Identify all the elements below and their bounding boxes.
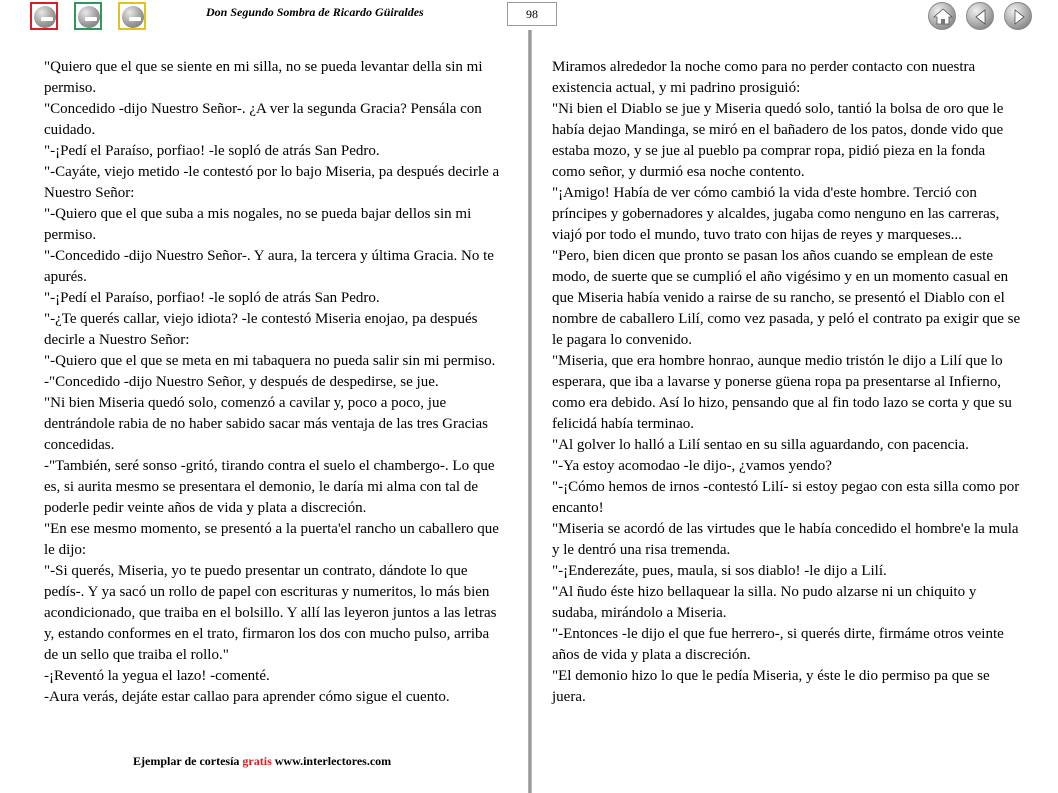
paragraph: "Al ñudo éste hizo bellaquear la silla. No pudo alzarse ni un chiquito y sudaba, mirándolo a Miseria. [552,584,977,621]
page-number: 98 [507,2,557,26]
window-button-2[interactable] [74,2,102,30]
paragraph: -"También, seré sonso -gritó, tirando contra el suelo el chambergo-. Lo que es, si aurita mesmo se presentara el demonio, le daría mi alma con tal de poderle pedir veinte años de vida y plata a discreción. [44,458,495,516]
minus-icon [34,6,56,28]
paragraph: "-¡Enderezáte, pues, maula, si sos diablo! -le dijo a Lilí. [552,563,887,579]
page-divider [528,30,532,793]
paragraph: "Miseria, que era hombre honrao, aunque medio tristón le dijo a Lilí que lo esperara, que iba a lavarse y ponerse güena ropa pa presentarse al Infierno, como era debido. Así lo hizo, pensando que al fin todo lazo se corta y que su felicidá había terminao. [552,353,1012,432]
minus-icon [122,6,144,28]
arrow-left-icon [967,3,995,31]
next-page-button[interactable] [1004,2,1032,30]
paragraph: "Pero, bien dicen que pronto se pasan los años cuando se emplean de este modo, de suerte que se cumplió el año vigésimo y en un momento casual en que Miseria había venido a rairse de su rancho, se presentó el Diablo con el nombre de caballero Lilí, como vez pasada, y peló el contrato pa exigir que se le pagara lo convenido. [552,248,1021,348]
paragraph: "-Concedido -dijo Nuestro Señor-. Y aura, la tercera y última Gracia. No te apurés. [44,248,494,285]
arrow-right-icon [1005,3,1033,31]
paragraph: "-Entonces -le dijo el que fue herrero-, si querés dirte, firmáme otros veinte años de vida y plata a discreción. [552,626,1004,663]
paragraph: "Ni bien el Diablo se jue y Miseria quedó solo, tantió la bolsa de oro que le había dejao Mandinga, se miró en el bañadero de los patos, donde vido que estaba mozo, y se jue al pueblo pa comprar ropa, pidió pieza en la fonda como señor, y durmió esa noche contento. [552,101,1004,180]
paragraph: "-¡Pedí el Paraíso, porfiao! -le sopló de atrás San Pedro. [44,143,380,159]
paragraph: "-Cayáte, viejo metido -le contestó por lo bajo Miseria, pa después decirle a Nuestro Señor: [44,164,500,201]
book-title: Don Segundo Sombra de Ricardo Güiraldes [206,5,424,19]
paragraph: "En ese mesmo momento, se presentó a la puerta'el rancho un caballero que le dijo: [44,521,499,558]
footer-highlight: gratis [242,754,272,768]
minus-icon [78,6,100,28]
footer-site-link[interactable]: www.interlectores.com [274,754,392,768]
paragraph: "-Quiero que el que suba a mis nogales, no se pueda bajar dellos sin mi permiso. [44,206,472,243]
window-button-1[interactable] [30,2,58,30]
paragraph: "¡Amigo! Había de ver cómo cambió la vida d'este hombre. Terció con príncipes y gobernadores y alcaldes, jugaba como nenguno en las carreras, viajó por todo el mundo, tuvo trato con hijas de reyes y marqueses... [552,185,1000,243]
paragraph: "Miseria se acordó de las virtudes que le había concedido el hombre'e la mula y le dentró una risa tremenda. [552,521,1019,558]
window-button-3[interactable] [118,2,146,30]
paragraph: "El demonio hizo lo que le pedía Miseria, y éste le dio permiso pa que se juera. [552,668,990,705]
home-button[interactable] [928,2,956,30]
paragraph: "Al golver lo halló a Lilí sentao en su silla aguardando, con pacencia. [552,437,969,453]
paragraph: -"Concedido -dijo Nuestro Señor, y después de despedirse, se jue. [44,374,439,390]
paragraph: "-¡Cómo hemos de irnos -contestó Lilí- si estoy pegao con esta silla como por encanto! [552,479,1020,516]
paragraph: "Ni bien Miseria quedó solo, comenzó a cavilar y, poco a poco, jue dentrándole rabia de no haber sabido sacar más ventaja de las tres Gracias concedidas. [44,395,488,453]
paragraph: "-¡Pedí el Paraíso, porfiao! -le sopló de atrás San Pedro. [44,290,380,306]
footer-prefix: Ejemplar de cortesía [133,754,240,768]
paragraph: "Quiero que el que se siente en mi silla, no se pueda levantar della sin mi permiso. [44,59,483,96]
left-text-column [44,57,506,708]
paragraph: "-Quiero que el que se meta en mi tabaquera no pueda salir sin mi permiso. [44,353,496,369]
right-text-column [552,57,1022,708]
footer [133,754,391,769]
paragraph: "-¿Te querés callar, viejo idiota? -le contestó Miseria enojao, pa después decirle a Nuestro Señor: [44,311,478,348]
paragraph: -Aura verás, dejáte estar callao para aprender cómo sigue el cuento. [44,689,450,705]
paragraph: "Concedido -dijo Nuestro Señor-. ¿A ver la segunda Gracia? Pensála con cuidado. [44,101,482,138]
paragraph: Miramos alrededor la noche como para no perder contacto con nuestra existencia actual, y mi padrino prosiguió: [552,59,976,96]
paragraph: -¡Reventó la yegua el lazo! -comenté. [44,668,270,684]
home-icon [929,3,957,31]
previous-page-button[interactable] [966,2,994,30]
paragraph: "-Si querés, Miseria, yo te puedo presentar un contrato, dándote lo que pedís-. Y ya sacó un rollo de papel con escrituras y numeritos, lo más bien acondicionado, que traiba en el bolsillo. Y allí las leyeron juntos a las letras y, estando conformes en el trato, firmaron los dos con mucho pulso, arriba de un sello que traiba el rollo." [44,563,497,663]
paragraph: "-Ya estoy acomodao -le dijo-, ¿vamos yendo? [552,458,832,474]
